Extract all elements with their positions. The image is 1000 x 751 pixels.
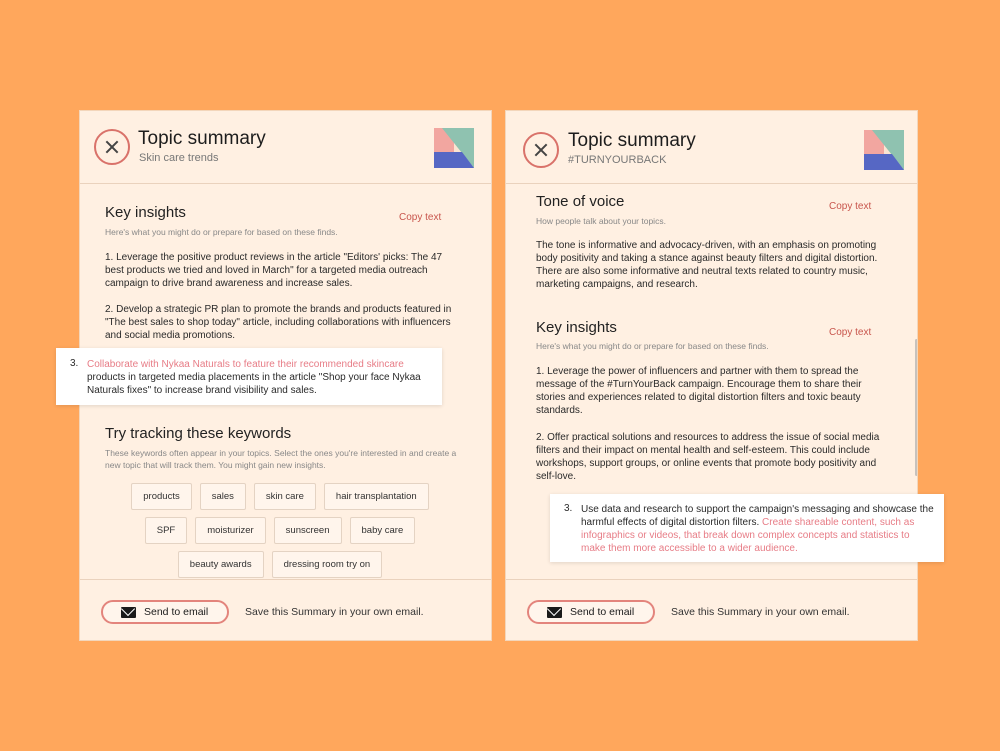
insight-number: 3. bbox=[564, 503, 573, 514]
panel-subtitle: Skin care trends bbox=[139, 152, 219, 164]
keyword-chip[interactable]: products bbox=[131, 483, 191, 510]
panel-footer bbox=[80, 579, 491, 641]
keyword-chip[interactable]: SPF bbox=[145, 517, 187, 544]
brand-logo-icon bbox=[864, 130, 904, 170]
keyword-chip[interactable]: beauty awards bbox=[178, 551, 264, 578]
insight-item-3-text bbox=[581, 503, 936, 555]
insight-highlight: Collaborate with Nykaa Naturals to feature their recommended skincare bbox=[87, 359, 404, 370]
keywords-title: Try tracking these keywords bbox=[105, 425, 292, 442]
copy-text-button[interactable]: Copy text bbox=[399, 212, 442, 223]
copy-text-button[interactable]: Copy text bbox=[829, 201, 872, 212]
keyword-chip[interactable]: dressing room try on bbox=[272, 551, 383, 578]
key-insights-subtitle: Here's what you might do or prepare for based on these finds. bbox=[105, 227, 338, 237]
scrollbar-thumb[interactable] bbox=[915, 339, 918, 476]
insight-item-3-callout bbox=[550, 494, 944, 562]
insight-number: 3. bbox=[70, 358, 79, 369]
insight-item-2: 2. Develop a strategic PR plan to promote the brands and products featured in "The best sales to shop today" article, including collaborations with influencers and social media promotions. bbox=[105, 304, 452, 341]
panel-footer bbox=[506, 579, 917, 641]
keyword-list bbox=[105, 483, 455, 585]
brand-logo-icon bbox=[434, 128, 474, 168]
close-icon[interactable] bbox=[523, 132, 559, 168]
panel-subtitle: #TURNYOURBACK bbox=[568, 154, 667, 166]
keyword-chip[interactable]: baby care bbox=[350, 517, 416, 544]
insight-item-3-callout bbox=[56, 348, 442, 405]
send-to-email-label: Send to email bbox=[144, 606, 209, 618]
keyword-chip[interactable]: hair transplantation bbox=[324, 483, 429, 510]
insight-rest: products in targeted media placements in the article "Shop your face Nykaa Naturals fixes" to increase brand visibility and sales. bbox=[87, 372, 421, 396]
keyword-chip[interactable]: moisturizer bbox=[195, 517, 265, 544]
panel-title: Topic summary bbox=[568, 130, 696, 151]
mail-icon bbox=[547, 607, 562, 618]
insight-item-1: 1. Leverage the power of influencers and partner with them to spread the message of the #TurnYourBack campaign. Encourage them to share their stories and experiences related to digital distortion filters and toxic beauty standards. bbox=[536, 366, 862, 416]
copy-text-button[interactable]: Copy text bbox=[829, 327, 872, 338]
insight-item-2: 2. Offer practical solutions and resources to address the issue of social media filters and their impact on mental health and self-esteem. This could include workshops, support groups, or online events that promote body positivity and self-love. bbox=[536, 432, 880, 482]
insight-plain: Use data and research to support the campaign's messaging and showcase the harmful effects of digital distortion filters. bbox=[581, 504, 934, 528]
send-to-email-button[interactable] bbox=[527, 600, 655, 624]
tone-of-voice-subtitle: How people talk about your topics. bbox=[536, 216, 666, 226]
keyword-chip[interactable]: skin care bbox=[254, 483, 316, 510]
key-insights-subtitle: Here's what you might do or prepare for based on these finds. bbox=[536, 341, 769, 351]
panel-header bbox=[80, 111, 491, 184]
key-insights-title: Key insights bbox=[536, 319, 617, 336]
panel-header bbox=[506, 111, 917, 184]
panel-title: Topic summary bbox=[138, 128, 266, 149]
tone-of-voice-title: Tone of voice bbox=[536, 193, 625, 210]
tone-of-voice-text: The tone is informative and advocacy-driven, with an emphasis on promoting body positivity and taking a stance against beauty filters and digital distortion. There are also some informative and neutral texts related to country music, marketing campaigns, and research. bbox=[536, 240, 878, 290]
insight-item-1: 1. Leverage the positive product reviews in the article "Editors' picks: The 47 best products we tried and loved in March" for a targeted media outreach campaign to drive brand awareness and increase sales. bbox=[105, 252, 443, 289]
keyword-chip[interactable]: sales bbox=[200, 483, 246, 510]
keyword-chip[interactable]: sunscreen bbox=[274, 517, 342, 544]
insight-item-3-text bbox=[87, 358, 437, 397]
key-insights-title: Key insights bbox=[105, 204, 186, 221]
send-to-email-button[interactable] bbox=[101, 600, 229, 624]
keywords-subtitle: These keywords often appear in your topics. Select the ones you're interested in and create a new topic that will track them. You might gain new insights. bbox=[105, 448, 457, 470]
mail-icon bbox=[121, 607, 136, 618]
send-to-email-label: Send to email bbox=[570, 606, 635, 618]
insight-highlight: Create shareable content, such as infographics or videos, that break down complex concepts and statistics to make them more accessible to a wider audience. bbox=[581, 517, 915, 554]
footer-note: Save this Summary in your own email. bbox=[245, 606, 424, 618]
close-icon[interactable] bbox=[94, 129, 130, 165]
footer-note: Save this Summary in your own email. bbox=[671, 606, 850, 618]
